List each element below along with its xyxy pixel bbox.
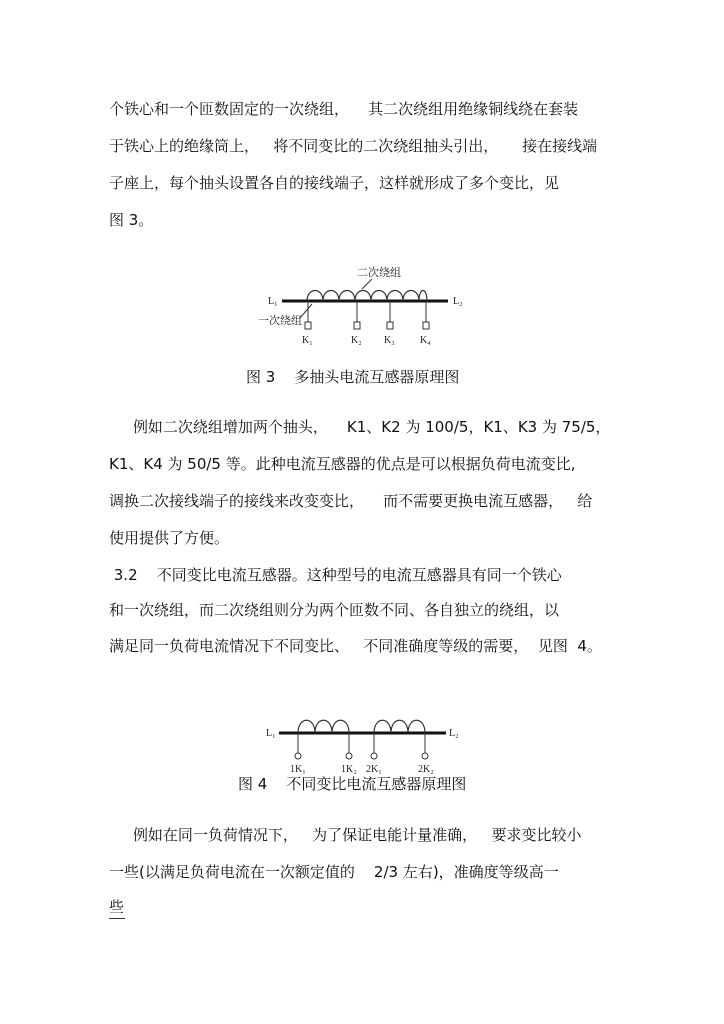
figure-3-tap-label-3: K₃ xyxy=(384,335,395,346)
paragraph-1-line-2: 于铁心上的绝缘筒上， 将不同变比的二次绕组抽头引出， 接在接线端 xyxy=(109,137,598,155)
figure-4-label-L2: L₂ xyxy=(449,728,459,739)
paragraph-4-line-3: 些 xyxy=(109,898,125,916)
figure-4-terminal-1 xyxy=(295,753,301,759)
figure-3-tap-label-4: K₄ xyxy=(420,335,431,346)
paragraph-4-line-2: 一些(以满足负荷电流在一次额定值的 2/3 左右)，准确度等级高一 xyxy=(109,863,559,881)
figure-3-label-secondary: 二次绕组 xyxy=(357,267,401,279)
paragraph-2-line-4: 使用提供了方便。 xyxy=(109,529,230,547)
figure-4-coil-1 xyxy=(298,720,349,733)
figure-4-terminal-4 xyxy=(422,753,428,759)
figure-3-label-primary: 一次绕组 xyxy=(258,315,302,327)
figure-4-terminal-2 xyxy=(346,753,352,759)
paragraph-1-line-3: 子座上，每个抽头设置各自的接线端子，这样就形成了多个变比，见 xyxy=(109,174,560,192)
figure-4-coil-2 xyxy=(374,720,425,733)
paragraph-2-line-1: 例如二次绕组增加两个抽头， K1、K2 为 100/5，K1、K3 为 75/5， xyxy=(109,418,611,436)
figure-3-caption: 图 3 多抽头电流互感器原理图 xyxy=(246,368,460,386)
figure-4-terminal-3 xyxy=(371,753,377,759)
paragraph-1-line-1: 个铁心和一个匝数固定的一次绕组， 其二次绕组用绝缘铜线绕在套装 xyxy=(109,100,579,118)
paragraph-3-line-3: 满足同一负荷电流情况下不同变比、 不同准确度等级的需要， 见图 4。 xyxy=(109,637,602,655)
paragraph-3-line-1: 3.2 不同变比电流互感器。这种型号的电流互感器具有同一个铁心 xyxy=(109,566,562,584)
paragraph-2-line-3: 调换二次接线端子的接线来改变变比， 而不需要更换电流互感器， 给 xyxy=(109,492,593,510)
figure-4-tap-label-4: 2K₂ xyxy=(418,764,434,775)
figure-3-tap-label-1: K₁ xyxy=(302,335,313,346)
figure-3-tap-label-2: K₂ xyxy=(351,335,362,346)
paragraph-4-line-1: 例如在同一负荷情况下， 为了保证电能计量准确， 要求变比较小 xyxy=(109,826,582,844)
paragraph-3-line-2: 和一次绕组，而二次绕组则分为两个匝数不同、各自独立的绕组，以 xyxy=(109,601,560,619)
figure-4-tap-label-2: 1K₂ xyxy=(341,764,357,775)
figure-3-label-L1: L₁ xyxy=(268,296,278,307)
paragraph-1-line-4: 图 3。 xyxy=(109,211,154,229)
figure-3-label-L2: L₂ xyxy=(453,296,463,307)
paragraph-2-line-2: K1、K4 为 50/5 等。此种电流互感器的优点是可以根据负荷电流变比, xyxy=(109,455,576,473)
underline-mark xyxy=(109,918,125,919)
figure-4-caption: 图 4 不同变比电流互感器原理图 xyxy=(238,775,467,793)
figure-4-label-L1: L₁ xyxy=(266,728,276,739)
figure-4-tap-label-1: 1K₁ xyxy=(290,764,306,775)
figure-4-tap-label-3: 2K₁ xyxy=(366,764,382,775)
